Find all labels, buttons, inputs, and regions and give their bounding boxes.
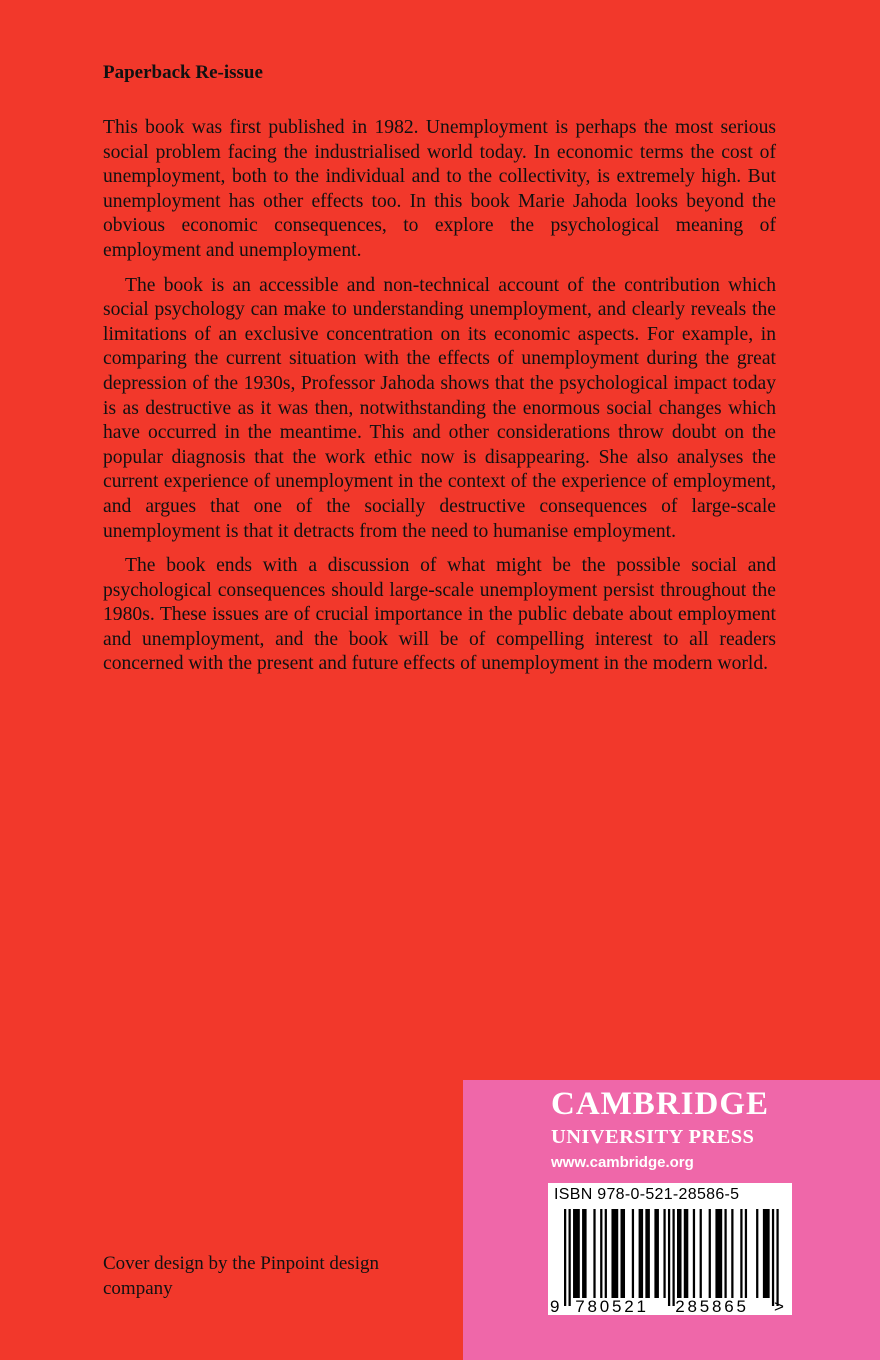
- barcode-bar: [611, 1209, 618, 1298]
- barcode-bar: [693, 1209, 695, 1298]
- barcode-bar: [573, 1209, 580, 1298]
- barcode-bar: [593, 1209, 595, 1298]
- barcode-bar: [564, 1209, 566, 1306]
- isbn-barcode-box: [548, 1183, 792, 1315]
- barcode-bar: [709, 1209, 711, 1298]
- barcode-bar: [740, 1209, 742, 1298]
- barcode-bar: [724, 1209, 726, 1298]
- barcode-bar: [672, 1209, 674, 1306]
- barcode-bar: [731, 1209, 733, 1298]
- barcode-bar: [700, 1209, 702, 1298]
- barcode-bar: [654, 1209, 659, 1298]
- barcode-bar: [763, 1209, 770, 1298]
- isbn-label: ISBN 978-0-521-28586-5: [554, 1186, 740, 1203]
- barcode-bar: [776, 1209, 778, 1306]
- barcode-bar: [684, 1209, 689, 1298]
- barcode-bar: [645, 1209, 650, 1298]
- barcode-bar: [663, 1209, 665, 1298]
- barcode-right-digits: 285865: [675, 1297, 749, 1315]
- blurb-paragraph-3: The book ends with a discussion of what might be the possible social and psychological consequences should large-scale unemployment persist throughout the 1980s. These issues are of crucial importance in the public debate about employment and unemployment, and the book will be of compelling interest to all readers concerned with the present and future effects of unemployment in the modern world.: [103, 555, 776, 675]
- barcode: [548, 1183, 792, 1315]
- publisher-url: www.cambridge.org: [551, 1154, 694, 1171]
- publisher-subtitle: UNIVERSITY PRESS: [551, 1126, 755, 1148]
- cover-design-credit: Cover design by the Pinpoint design company: [103, 1253, 380, 1299]
- barcode-bar: [715, 1209, 722, 1298]
- barcode-bar: [677, 1209, 682, 1298]
- publisher-panel: [463, 1080, 880, 1360]
- barcode-lead-digit: 9: [550, 1297, 560, 1315]
- barcode-bar: [569, 1209, 571, 1306]
- publisher-name: CAMBRIDGE: [551, 1086, 770, 1122]
- barcode-bar: [582, 1209, 587, 1298]
- barcode-bar: [621, 1209, 626, 1298]
- blurb-text: [103, 116, 776, 687]
- barcode-bar: [600, 1209, 602, 1298]
- section-heading: Paperback Re-issue: [103, 62, 263, 83]
- barcode-quiet-mark: >: [774, 1297, 784, 1315]
- barcode-left-digits: 780521: [575, 1297, 649, 1315]
- barcode-bar: [756, 1209, 758, 1298]
- barcode-bar: [632, 1209, 634, 1298]
- barcode-bar: [605, 1209, 607, 1298]
- blurb-paragraph-2: The book is an accessible and non-technical account of the contribution which social psychology can make to understanding unemployment, and clearly reveals the limitations of an exclusive concentration on its economic aspects. For example, in comparing the current situation with the effects of unemployment during the great depression of the 1930s, Professor Jahoda shows that the psychological impact today is as destructive as it was then, notwithstanding the enormous social changes which have occurred in the meantime. This and other considerations throw doubt on the popular diagnosis that the work ethic now is disappearing. She also analyses the current experience of unemployment in the context of the experience of employment, and argues that one of the socially destructive consequences of large-scale unemployment is that it detracts from the need to humanise employment.: [103, 274, 776, 542]
- barcode-bar: [772, 1209, 774, 1306]
- barcode-bar: [745, 1209, 747, 1298]
- blurb-paragraph-1: This book was first published in 1982. Unemployment is perhaps the most serious social problem facing the industrialised world today. In economic terms the cost of unemployment, both to the individual and to the collectivity, is extremely high. But unemployment has other effects too. In this book Marie Jahoda looks beyond the obvious economic consequences, to explore the psychological meaning of employment and unemployment.: [103, 117, 776, 261]
- barcode-bar: [639, 1209, 644, 1298]
- barcode-bar: [668, 1209, 670, 1306]
